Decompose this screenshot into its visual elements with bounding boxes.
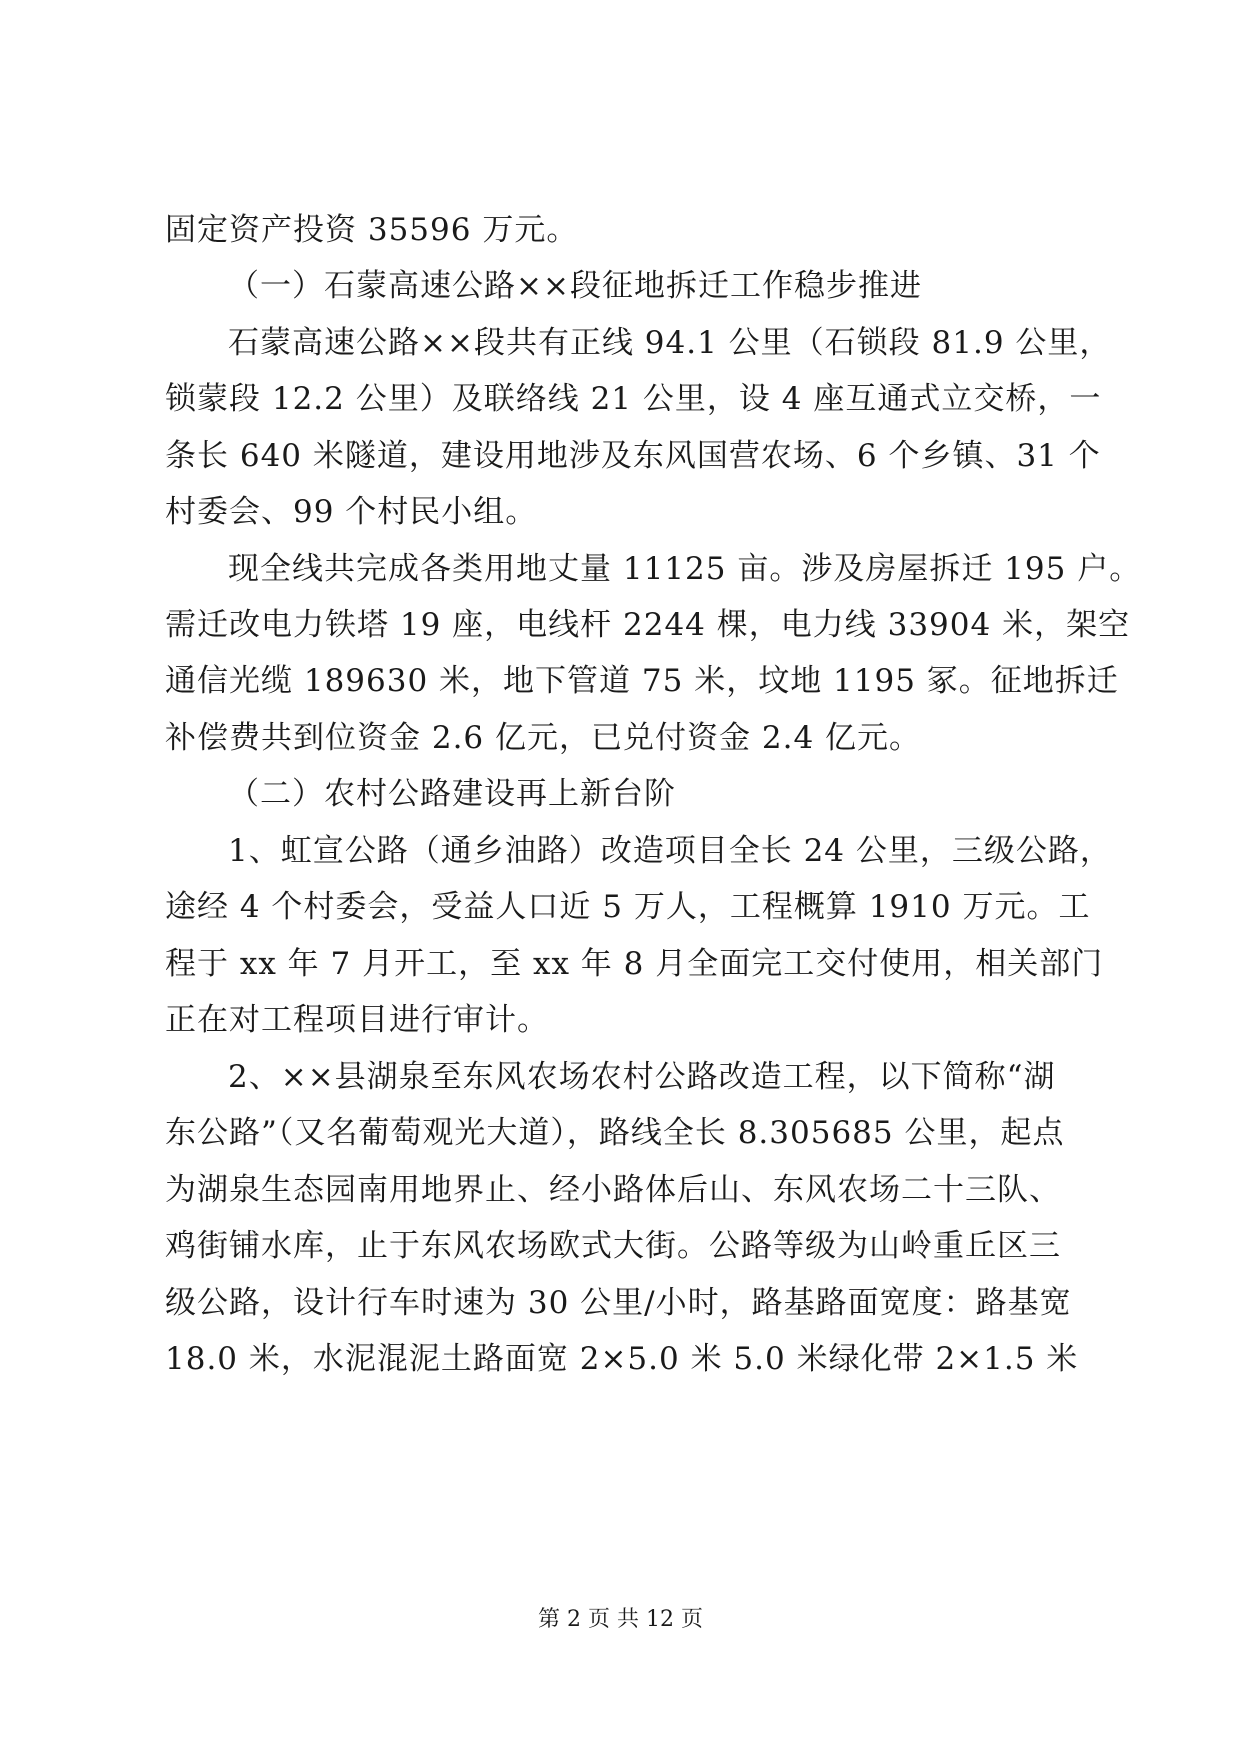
text-line-17: 东公路”（又名葡萄观光大道），路线全长 8.305685 公里，起点 xyxy=(165,1115,1065,1151)
text-line-8: 需迁改电力铁塔 19 座，电线杆 2244 棵，电力线 33904 米，架空 xyxy=(165,607,1131,643)
section-heading-2: （二）农村公路建设再上新台阶 xyxy=(228,776,676,812)
text-line-21: 18.0 米，水泥混泥土路面宽 2×5.0 米 5.0 米绿化带 2×1.5 米 xyxy=(165,1341,1079,1377)
text-line-1: 固定资产投资 35596 万元。 xyxy=(165,212,579,248)
text-line-14: 程于 xx 年 7 月开工，至 xx 年 8 月全面完工交付使用，相关部门 xyxy=(165,946,1104,982)
text-line-15: 正在对工程项目进行审计。 xyxy=(165,1002,549,1038)
text-line-13: 途经 4 个村委会，受益人口近 5 万人，工程概算 1910 万元。工 xyxy=(165,889,1091,925)
text-line-7: 现全线共完成各类用地丈量 11125 亩。涉及房屋拆迁 195 户。 xyxy=(228,551,1142,587)
text-line-10: 补偿费共到位资金 2.6 亿元，已兑付资金 2.4 亿元。 xyxy=(165,720,922,756)
text-line-3: 石蒙高速公路××段共有正线 94.1 公里（石锁段 81.9 公里， xyxy=(228,325,1112,361)
text-line-5: 条长 640 米隧道，建设用地涉及东风国营农场、6 个乡镇、31 个 xyxy=(165,438,1101,474)
text-line-4: 锁蒙段 12.2 公里）及联络线 21 公里，设 4 座互通式立交桥，一 xyxy=(165,381,1102,417)
text-line-6: 村委会、99 个村民小组。 xyxy=(165,494,538,530)
text-line-9: 通信光缆 189630 米，地下管道 75 米，坟地 1195 冢。征地拆迁 xyxy=(165,663,1119,699)
text-line-18: 为湖泉生态园南用地界止、经小路体后山、东风农场二十三队、 xyxy=(165,1172,1061,1208)
text-line-20: 级公路，设计行车时速为 30 公里/小时，路基路面宽度：路基宽 xyxy=(165,1285,1072,1321)
text-line-12: 1、虹宣公路（通乡油路）改造项目全长 24 公里，三级公路， xyxy=(228,833,1112,869)
text-line-19: 鸡街铺水库，止于东风农场欧式大街。公路等级为山岭重丘区三 xyxy=(165,1228,1061,1264)
section-heading-1: （一）石蒙高速公路××段征地拆迁工作稳步推进 xyxy=(228,268,922,304)
page-footer: 第 2 页 共 12 页 xyxy=(538,1607,703,1632)
text-line-16: 2、××县湖泉至东风农场农村公路改造工程，以下简称“湖 xyxy=(228,1059,1056,1095)
